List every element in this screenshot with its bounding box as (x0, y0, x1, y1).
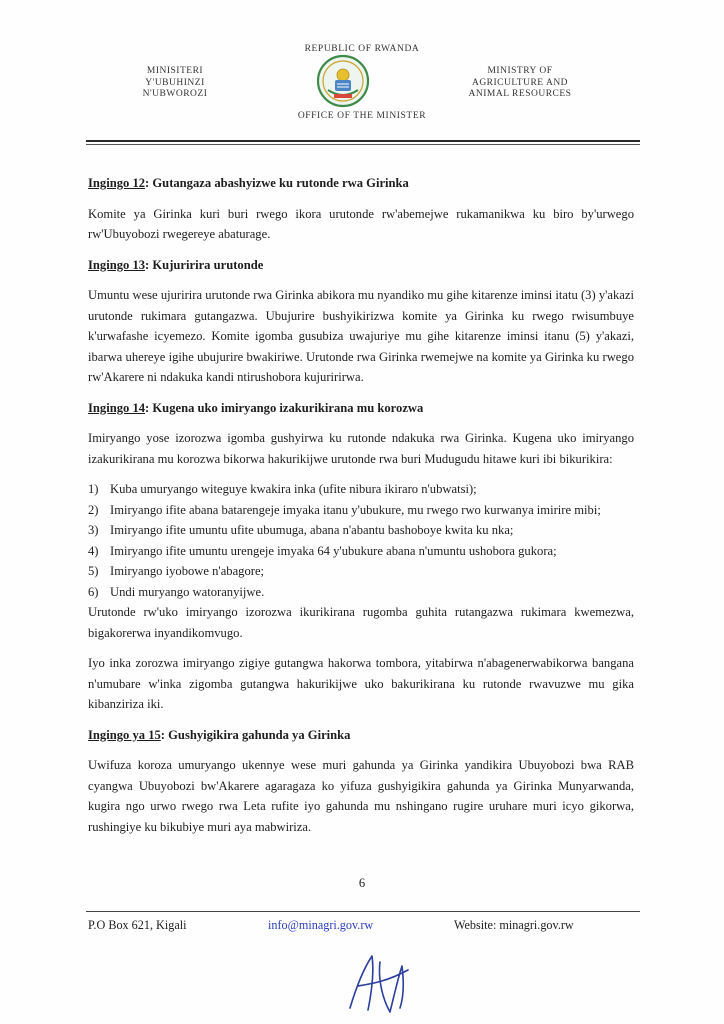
article-15-title: : Gushyigikira gahunda ya Girinka (160, 727, 351, 742)
list-item-number: 6) (88, 584, 99, 599)
footer-email-link[interactable]: info@minagri.gov.rw (268, 918, 374, 932)
ministry-kin-line-1: MINISITERI (146, 66, 204, 76)
ministry-name-kinyarwanda (120, 66, 230, 101)
ministry-kin-line-2: Y'UBUHINZI (145, 77, 205, 88)
list-item (88, 479, 634, 500)
article-14-title: : Kugena uko imiryango izakurikirana mu korozwa (145, 400, 424, 415)
article-13-label: Ingingo 13 (88, 257, 146, 272)
list-item (88, 561, 634, 582)
ministry-en-line-2: AGRICULTURE AND (471, 77, 569, 88)
office-title: OFFICE OF THE MINISTER (297, 111, 427, 121)
article-15-paragraph: Uwifuza koroza umuryango ukennye wese muri gahunda ya Girinka yandikira Ubuyobozi bwa RAB cyangwa Ubuyobozi bw'Akarere agaragaza ko yifuza gushyigikira gahunda ya Girinka Munyarwanda, kugira ngo urwo rwego rwa Leta rufite iyo gahunda mu nshingano rugire uruhare muri icyo gikorwa, rushingiye ku bikubiye muri aya mabwiriza. (88, 758, 634, 834)
article-14-after-list: Urutonde rw'uko imiryango izorozwa ikurikirana rugomba guhita rutangazwa rukimara kwemezwa, bigakorerwa inyandikomvugo. (88, 605, 634, 640)
list-item (88, 520, 634, 541)
list-item-number: 1) (88, 482, 99, 496)
article-12-label: Ingingo 12 (88, 176, 146, 190)
criteria-list (88, 479, 634, 602)
list-item-number: 2) (88, 502, 99, 517)
footer-address: P.O Box 621, Kigali (88, 918, 187, 932)
article-12-heading (88, 173, 634, 194)
list-item (88, 500, 634, 521)
ministry-en-line-3: ANIMAL RESOURCES (468, 89, 572, 99)
republic-title: REPUBLIC OF RWANDA (304, 44, 420, 54)
list-item-number: 5) (88, 564, 99, 578)
ministry-en-line-1: MINISTRY OF (487, 66, 553, 76)
list-item-number: 4) (88, 543, 99, 558)
article-13-heading (88, 255, 634, 276)
list-item-text: Imiryango ifite umuntu urengeje imyaka 64 y'ubukure abana n'umuntu ushobora gukora; (110, 543, 557, 558)
list-item-number: 3) (88, 523, 99, 537)
page-number: 6 (358, 876, 366, 890)
article-13-title: : Kujuririra urutonde (145, 257, 264, 272)
list-item-text: Undi muryango watoranyijwe. (110, 584, 265, 599)
list-item (88, 582, 634, 603)
list-item (88, 541, 634, 562)
document-body (88, 173, 634, 847)
article-14-intro: Imiryango yose izorozwa igomba gushyirwa ku rutonde ndakuka rwa Girinka. Kugena uko imiryango izakurikirana mu korozwa bikorwa hakurikijwe urutonde rwa buri Mudugudu hitawe kuri ibi bikurikira: (88, 431, 634, 466)
ministry-kin-line-3: N'UBWOROZI (142, 89, 208, 99)
article-15-heading (88, 725, 634, 746)
article-14-label: Ingingo 14 (88, 400, 146, 415)
ministry-name-english (450, 66, 590, 101)
article-15-label: Ingingo ya 15 (88, 727, 161, 742)
article-14-closing: Iyo inka zorozwa imiryango zigiye gutangwa hakorwa tombora, yitabirwa n'abagenerwabikorwa bangana n'umubare w'inka zigomba gutangwa hakurikijwe uko bakurikirana ku rutonde rwavuzwe mu gika kibanziriza iki. (88, 656, 634, 711)
footer-divider (86, 911, 640, 912)
header-divider-thick (86, 140, 640, 142)
header-divider-thin (86, 144, 640, 145)
article-12-title: : Gutangaza abashyizwe ku rutonde rwa Girinka (145, 176, 409, 190)
article-14-heading (88, 398, 634, 419)
list-item-text: Imiryango ifite abana batarengeje imyaka itanu y'ubukure, mu rwego rwo kurwanya imirire mibi; (110, 502, 601, 517)
handwritten-signature (338, 948, 428, 1018)
article-12-paragraph: Komite ya Girinka kuri buri rwego ikora urutonde rw'abemejwe rukamanikwa ku biro by'urwego rw'Ubuyobozi rwegereye abaturage. (88, 206, 634, 241)
footer-website[interactable]: Website: minagri.gov.rw (454, 918, 574, 932)
list-item-text: Kuba umuryango witeguye kwakira inka (ufite nibura ikiraro n'ubwatsi); (110, 482, 477, 496)
list-item-text: Imiryango iyobowe n'abagore; (110, 564, 265, 578)
rwanda-coat-of-arms-seal (316, 54, 370, 108)
article-13-paragraph: Umuntu wese ujuririra urutonde rwa Girinka abikora mu nyandiko mu gihe kitarenze iminsi itatu (3) y'akazi urutonde rukimara gutangazwa. Ubujurire bushyikirizwa komite ya Girinka ku rwego rwisumbuye k'urwafashe icyemezo. Komite igomba gusubiza uwajuriye mu gihe kitarenze iminsi itanu (5) y'akazi, ibarwa uhereye igihe ubujurire bwakiriwe. Urutonde rwa Girinka rwemejwe na komite ya Girinka ku rwego rw'Akarere ni ndakuka kandi ntirushobora kujuririrwa. (88, 288, 634, 384)
list-item-text: Imiryango ifite umuntu ufite ubumuga, abana n'abantu bashoboye kwita ku nka; (110, 523, 514, 537)
